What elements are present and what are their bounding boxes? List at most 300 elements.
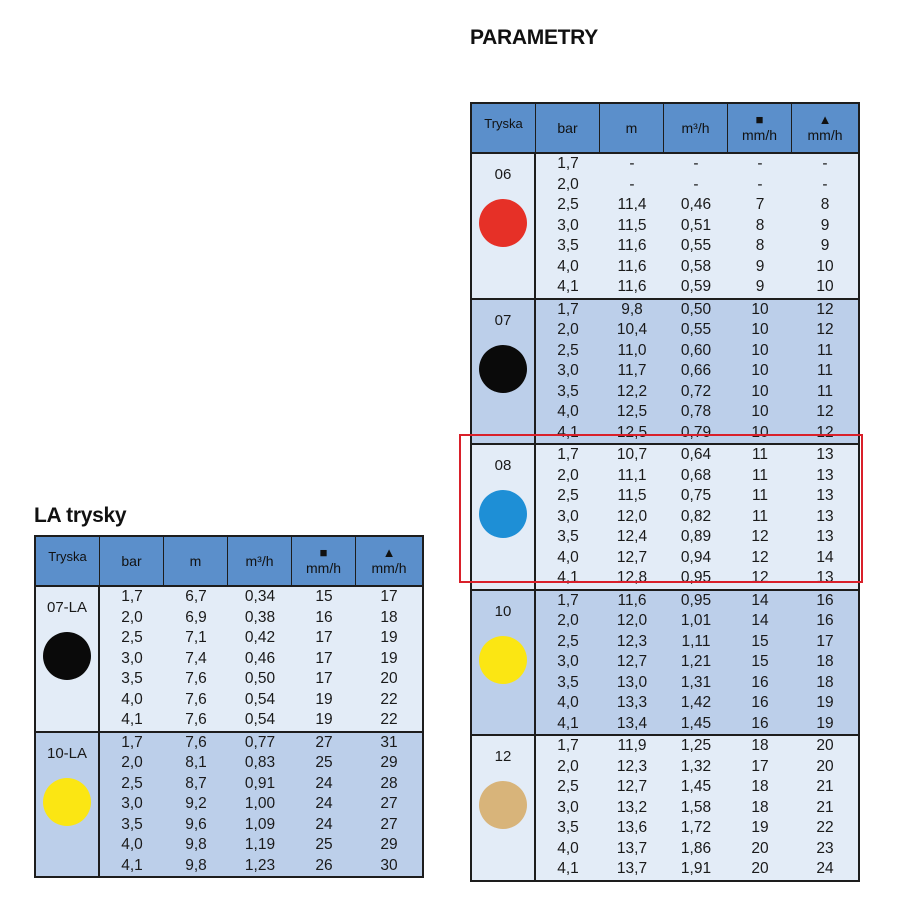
table-cell: 6,7: [185, 588, 207, 606]
table-cell: 3,5: [557, 237, 579, 255]
table-cell: 8: [755, 216, 765, 234]
table-cell: 1,7: [557, 737, 579, 755]
table-cell: 30: [380, 856, 398, 874]
la-trysky-table: [34, 535, 424, 878]
table-cell: 10: [751, 321, 769, 339]
table-cell: 20: [816, 757, 834, 775]
table-cell: 4,0: [121, 690, 143, 708]
table-cell: 0,77: [244, 733, 276, 751]
header-tryska: Tryska: [36, 537, 100, 585]
table-cell: 16: [816, 591, 834, 609]
table-cell: 2,0: [557, 466, 579, 484]
table-cell: 0,95: [680, 591, 712, 609]
table-cell: 19: [380, 649, 398, 667]
highlight-box-08: [459, 434, 863, 583]
nozzle-label-cell: [36, 587, 100, 731]
nozzle-code: 10-LA: [46, 744, 88, 762]
table-cell: 9,8: [621, 300, 643, 318]
table-cell: -: [757, 155, 763, 173]
table-cell: 12,7: [616, 778, 648, 796]
table-cell: 20: [816, 737, 834, 755]
table-row: [536, 216, 858, 237]
table-cell: 1,00: [244, 795, 276, 813]
table-cell: 2,0: [121, 608, 143, 626]
table-cell: 19: [315, 690, 333, 708]
table-cell: 0,75: [680, 487, 712, 505]
nozzle-label-cell: [472, 736, 536, 880]
table-cell: 12,2: [616, 382, 648, 400]
table-cell: 18: [816, 653, 834, 671]
table-cell: 7,6: [185, 711, 207, 729]
table-cell: 11,6: [617, 237, 647, 255]
table-cell: 10: [751, 403, 769, 421]
nozzle-code: 07: [494, 311, 512, 329]
table-cell: 7,1: [185, 629, 207, 647]
table-cell: -: [822, 175, 828, 193]
table-cell: 4,1: [557, 860, 579, 878]
table-cell: 12: [751, 528, 769, 546]
table-cell: 15: [751, 653, 769, 671]
nozzle-group: [472, 298, 858, 444]
nozzle-color-dot: [479, 199, 527, 247]
table-row: [536, 632, 858, 653]
table-cell: 18: [751, 778, 769, 796]
table-cell: 13: [816, 507, 834, 525]
nozzle-color-dot: [479, 345, 527, 393]
table-cell: 11,4: [617, 196, 647, 214]
table-cell: 0,34: [244, 588, 276, 606]
table-cell: 24: [816, 860, 834, 878]
table-cell: 6,9: [185, 608, 207, 626]
table-cell: 18: [816, 673, 834, 691]
table-row: [100, 690, 422, 711]
table-cell: 16: [751, 694, 769, 712]
table-cell: 2,0: [121, 754, 143, 772]
table-cell: 31: [380, 733, 398, 751]
table-cell: 9,2: [185, 795, 207, 813]
table-header: [36, 537, 422, 587]
table-cell: 12,4: [616, 528, 648, 546]
table-cell: 20: [380, 670, 398, 688]
table-row: [536, 341, 858, 362]
table-cell: 7: [755, 196, 765, 214]
table-cell: 14: [751, 591, 769, 609]
table-cell: 10: [751, 423, 769, 441]
table-row: [536, 175, 858, 196]
table-cell: 1,25: [680, 737, 712, 755]
table-cell: 21: [816, 778, 834, 796]
table-cell: 7,4: [185, 649, 207, 667]
table-row: [536, 652, 858, 673]
table-cell: 9: [755, 257, 765, 275]
table-cell: -: [629, 175, 635, 193]
table-cell: 13: [816, 487, 834, 505]
table-row: [536, 277, 858, 298]
nozzle-group: [36, 731, 422, 877]
table-cell: 1,7: [557, 446, 579, 464]
table-cell: 0,50: [244, 670, 276, 688]
table-cell: 1,01: [680, 612, 712, 630]
table-cell: 20: [751, 839, 769, 857]
table-cell: 12: [816, 423, 834, 441]
table-cell: 10: [816, 278, 834, 296]
table-cell: 10,4: [616, 321, 648, 339]
table-cell: 2,5: [557, 778, 579, 796]
table-cell: 11,6: [617, 278, 647, 296]
table-row: [100, 815, 422, 836]
triangle-unit: mm/h: [807, 127, 843, 143]
table-cell: 19: [816, 694, 834, 712]
table-row: [100, 649, 422, 670]
table-cell: 11: [751, 487, 769, 505]
table-cell: 9,6: [185, 815, 207, 833]
table-cell: 24: [315, 774, 333, 792]
table-cell: 1,11: [681, 632, 711, 650]
nozzle-group: [472, 589, 858, 735]
table-row: [536, 818, 858, 839]
table-cell: 0,72: [680, 382, 712, 400]
table-cell: 15: [315, 588, 333, 606]
table-cell: 0,46: [680, 196, 712, 214]
table-cell: 9: [820, 216, 830, 234]
square-unit: mm/h: [742, 127, 777, 143]
table-cell: 9: [820, 237, 830, 255]
table-cell: 3,5: [557, 819, 579, 837]
table-cell: 21: [816, 798, 834, 816]
table-row: [536, 195, 858, 216]
table-cell: 18: [380, 608, 398, 626]
table-cell: 3,5: [557, 673, 579, 691]
triangle-icon: ▲: [382, 545, 396, 560]
table-cell: 27: [380, 815, 398, 833]
header-flow: m³/h: [228, 537, 292, 585]
table-cell: 12,7: [616, 653, 648, 671]
table-row: [100, 587, 422, 608]
table-cell: 17: [751, 757, 769, 775]
table-cell: -: [693, 175, 699, 193]
table-cell: 3,5: [121, 670, 143, 688]
table-cell: 12: [751, 548, 769, 566]
table-cell: 13,7: [616, 839, 648, 857]
table-cell: 0,58: [680, 257, 712, 275]
table-row: [536, 154, 858, 175]
table-cell: 18: [751, 798, 769, 816]
table-cell: 4,0: [557, 694, 579, 712]
table-cell: 0,55: [680, 237, 712, 255]
header-flow: m³/h: [664, 104, 728, 152]
table-cell: 16: [816, 612, 834, 630]
table-cell: 4,0: [121, 836, 143, 854]
table-cell: 8,1: [185, 754, 207, 772]
table-row: [536, 236, 858, 257]
table-cell: 17: [816, 632, 834, 650]
table-cell: 0,42: [244, 629, 276, 647]
table-cell: 13: [816, 466, 834, 484]
table-cell: 16: [315, 608, 333, 626]
table-row: [100, 710, 422, 731]
table-cell: 9,8: [185, 856, 207, 874]
table-row: [100, 669, 422, 690]
table-cell: 11: [751, 466, 769, 484]
parametry-heading: PARAMETRY: [470, 26, 598, 49]
table-row: [536, 693, 858, 714]
table-row: [536, 757, 858, 778]
table-row: [100, 608, 422, 629]
table-row: [100, 733, 422, 754]
header-tryska: Tryska: [472, 104, 536, 152]
table-row: [100, 794, 422, 815]
table-row: [536, 736, 858, 757]
table-cell: 12: [751, 569, 769, 587]
table-cell: 1,45: [680, 714, 712, 732]
table-cell: 2,5: [121, 629, 143, 647]
table-cell: 4,0: [557, 548, 579, 566]
table-cell: 13,4: [616, 714, 648, 732]
nozzle-code: 08: [494, 457, 512, 474]
table-cell: 17: [315, 670, 333, 688]
table-cell: 4,1: [557, 423, 579, 441]
table-cell: 0,38: [244, 608, 276, 626]
table-cell: 2,5: [557, 632, 579, 650]
nozzle-color-dot: [43, 778, 91, 826]
table-cell: 2,5: [557, 341, 579, 359]
table-header: [472, 104, 858, 154]
table-cell: 12: [816, 300, 834, 318]
table-row: [100, 835, 422, 856]
table-cell: 1,7: [557, 155, 579, 173]
table-cell: 11,9: [617, 737, 647, 755]
table-row: [536, 673, 858, 694]
square-icon: ■: [755, 112, 764, 127]
table-body: [36, 587, 422, 876]
table-cell: 0,55: [680, 321, 712, 339]
table-cell: 0,46: [244, 649, 276, 667]
table-row: [536, 320, 858, 341]
table-row: [100, 628, 422, 649]
table-cell: 14: [816, 548, 834, 566]
table-cell: 10: [751, 382, 769, 400]
table-row: [536, 859, 858, 880]
header-bar: bar: [100, 537, 164, 585]
table-row: [536, 611, 858, 632]
table-cell: 11: [816, 341, 834, 359]
table-cell: 3,0: [557, 653, 579, 671]
table-cell: 1,21: [680, 653, 712, 671]
table-row: [536, 361, 858, 382]
table-cell: 17: [315, 629, 333, 647]
table-cell: -: [693, 155, 699, 173]
table-cell: 0,78: [680, 403, 712, 421]
table-cell: 14: [751, 612, 769, 630]
table-cell: 10: [751, 300, 769, 318]
table-cell: 1,72: [680, 819, 712, 837]
table-cell: -: [757, 175, 763, 193]
table-cell: 0,60: [680, 341, 712, 359]
table-cell: 4,1: [121, 711, 143, 729]
nozzle-color-dot: [43, 632, 91, 680]
table-cell: 24: [315, 815, 333, 833]
table-cell: 13,0: [616, 673, 648, 691]
table-cell: 2,5: [557, 487, 579, 505]
table-cell: 13,7: [616, 860, 648, 878]
table-cell: 1,91: [680, 860, 712, 878]
table-cell: 17: [315, 649, 333, 667]
table-cell: 0,64: [680, 446, 712, 464]
header-m: m: [600, 104, 664, 152]
table-row: [536, 591, 858, 612]
table-cell: 0,51: [680, 216, 712, 234]
table-cell: 3,5: [557, 382, 579, 400]
table-cell: 12,7: [616, 548, 648, 566]
table-cell: 8: [820, 196, 830, 214]
table-cell: 12,5: [616, 403, 648, 421]
table-cell: 0,95: [680, 569, 712, 587]
table-cell: 0,83: [244, 754, 276, 772]
table-row: [536, 402, 858, 423]
table-cell: 3,0: [121, 649, 143, 667]
table-cell: 12,5: [616, 423, 648, 441]
table-row: [536, 777, 858, 798]
table-cell: 18: [751, 737, 769, 755]
table-cell: 11,5: [617, 487, 647, 505]
table-cell: 3,0: [557, 507, 579, 525]
triangle-icon: ▲: [818, 112, 832, 127]
table-cell: 2,0: [557, 757, 579, 775]
header-m: m: [164, 537, 228, 585]
table-cell: 2,5: [557, 196, 579, 214]
table-cell: 16: [751, 714, 769, 732]
table-cell: 13,3: [616, 694, 648, 712]
table-cell: 22: [816, 819, 834, 837]
square-icon: ■: [319, 545, 328, 560]
table-cell: 13,6: [616, 819, 648, 837]
table-row: [536, 300, 858, 321]
table-cell: 1,23: [244, 856, 276, 874]
header-triangle-rate: [792, 104, 858, 152]
table-cell: 1,58: [680, 798, 712, 816]
table-cell: -: [629, 155, 635, 173]
table-cell: 27: [315, 733, 333, 751]
table-cell: 13,2: [616, 798, 648, 816]
nozzle-group: [472, 734, 858, 880]
table-cell: 11,6: [617, 257, 647, 275]
table-cell: 11,6: [617, 591, 647, 609]
table-cell: 11: [751, 507, 769, 525]
table-row: [536, 257, 858, 278]
nozzle-label-cell: [472, 591, 536, 735]
table-cell: -: [822, 155, 828, 173]
table-cell: 23: [816, 839, 834, 857]
table-cell: 0,59: [680, 278, 712, 296]
table-cell: 10: [816, 257, 834, 275]
table-cell: 4,1: [557, 714, 579, 732]
table-cell: 3,5: [557, 528, 579, 546]
table-cell: 4,0: [557, 257, 579, 275]
nozzle-color-dot: [479, 781, 527, 829]
table-cell: 8,7: [185, 774, 207, 792]
table-cell: 25: [315, 754, 333, 772]
table-cell: 11: [816, 362, 834, 380]
table-cell: 9,8: [185, 836, 207, 854]
table-cell: 29: [380, 836, 398, 854]
table-cell: 12,8: [616, 569, 648, 587]
table-cell: 4,1: [557, 278, 579, 296]
table-cell: 10: [751, 362, 769, 380]
nozzle-label-cell: [472, 154, 536, 298]
table-cell: 9: [755, 278, 765, 296]
table-cell: 1,19: [244, 836, 276, 854]
table-cell: 11: [816, 382, 834, 400]
nozzle-color-dot: [479, 636, 527, 684]
table-cell: 27: [380, 795, 398, 813]
table-cell: 1,42: [680, 694, 712, 712]
nozzle-label-cell: [36, 733, 100, 877]
table-cell: 1,7: [121, 588, 143, 606]
table-cell: 1,09: [244, 815, 276, 833]
table-cell: 12,0: [616, 507, 648, 525]
table-cell: 1,7: [557, 591, 579, 609]
table-row: [100, 753, 422, 774]
table-cell: 11: [751, 446, 769, 464]
table-cell: 10,7: [616, 446, 648, 464]
table-cell: 15: [751, 632, 769, 650]
table-cell: 16: [751, 673, 769, 691]
table-cell: 10: [751, 341, 769, 359]
table-cell: 3,0: [557, 216, 579, 234]
table-cell: 0,94: [680, 548, 712, 566]
table-cell: 3,5: [121, 815, 143, 833]
table-cell: 4,0: [557, 839, 579, 857]
table-cell: 4,1: [121, 856, 143, 874]
table-row: [536, 714, 858, 735]
table-cell: 3,0: [121, 795, 143, 813]
square-unit: mm/h: [306, 560, 341, 576]
table-cell: 13: [816, 528, 834, 546]
table-cell: 26: [315, 856, 333, 874]
table-cell: 3,0: [557, 362, 579, 380]
table-cell: 0,89: [680, 528, 712, 546]
table-cell: 0,79: [680, 423, 712, 441]
table-cell: 0,54: [244, 711, 276, 729]
table-cell: 12,3: [616, 632, 648, 650]
header-triangle-rate: [356, 537, 422, 585]
table-cell: 2,0: [557, 175, 579, 193]
la-trysky-heading: LA trysky: [34, 504, 127, 527]
table-cell: 12,3: [616, 757, 648, 775]
table-cell: 19: [315, 711, 333, 729]
triangle-unit: mm/h: [371, 560, 407, 576]
table-cell: 29: [380, 754, 398, 772]
table-cell: 24: [315, 795, 333, 813]
table-cell: 17: [380, 588, 398, 606]
table-cell: 19: [816, 714, 834, 732]
table-cell: 0,82: [680, 507, 712, 525]
table-cell: 1,7: [121, 733, 143, 751]
nozzle-code: 06: [494, 166, 512, 183]
nozzle-code: 07-LA: [46, 599, 88, 616]
table-cell: 1,7: [557, 300, 579, 318]
table-cell: 4,0: [557, 403, 579, 421]
table-cell: 11,7: [617, 362, 647, 380]
table-cell: 22: [380, 711, 398, 729]
table-cell: 2,5: [121, 774, 143, 792]
table-cell: 12: [816, 321, 834, 339]
table-cell: 2,0: [557, 612, 579, 630]
table-cell: 19: [380, 629, 398, 647]
table-cell: 0,68: [680, 466, 712, 484]
nozzle-group: [472, 154, 858, 298]
table-cell: 1,86: [680, 839, 712, 857]
